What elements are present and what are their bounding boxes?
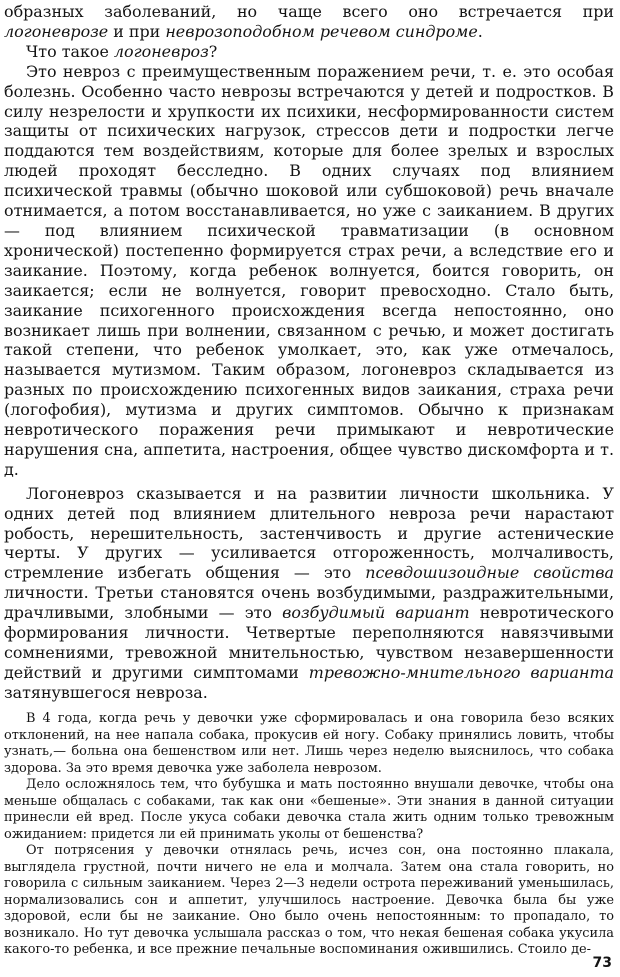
paragraph-question: Что такое логоневроз? bbox=[26, 41, 218, 61]
term-logoneurosis-question: логоневроз bbox=[113, 41, 209, 61]
term-excitable-variant: возбудимый вариант bbox=[282, 603, 470, 623]
case-paragraph-2: Дело осложнялось тем, что бубушка и мать постоянно внушали девочке, чтобы она меньше общалась с собаками, так как они «бешеные». Эти знания в данной ситуации принесли ей вред. После укуса собаки девочка стала жить одним только тревожным ожиданием: придется ли ей принимать уколы от бешенства? bbox=[4, 777, 614, 842]
paragraph-personality: Логоневроз сказывается и на развитии личности школьника. У одних детей под влиянием длительного невроза речи нарастают робость, нерешительность, застенчивость и другие астенические черты. У других — усиливается отгороженность, молчаливость, стремление избегать общения — это псевдошизоидные свойства личности. Третьи становятся очень возбудимыми, раздражительными, драчливыми, злобными — это возбудимый вариант невротического формирования личности. Четвертые переполняются навязчивыми сомнениями, тревожной мнительностью, чувством незавершенности действий и другими симптомами тревожно-мнительного варианта затянувшегося невроза. bbox=[4, 483, 615, 702]
paragraph-1: образных заболеваний, но чаще всего оно встречается при логоневрозе и при неврозоподобном речевом синдроме. bbox=[4, 2, 614, 41]
case-paragraph-3: От потрясения у девочки отнялась речь, исчез сон, она постоянно плакала, выглядела грустной, почти ничего не ела и молчала. Затем она стала говорить, но говорила с сильным заиканием. Через 2—3 недели острота переживаний уменьшилась, нормализовались сон и аппетит, улучшилось настроение. Девочка была бы уже здоровой, если бы не заикание. Оно было очень непостоянным: то пропадало, то возникало. Но тут девочка услышала рассказ о том, что некая бешеная собака укусила какого-то ребенка, и все прежние печальные воспоминания ожившились. Стоило де- bbox=[4, 843, 614, 957]
term-neurosis-like-syndrome: неврозоподобном речевом синдроме bbox=[165, 21, 478, 41]
case-paragraph-1: В 4 года, когда речь у девочки уже сформировалась и она говорила безо всяких отклонений, на нее напала собака, прокусив ей ногу. Собаку принялись ловить, чтобы узнать,— больна она бешенством или нет. Лишь через неделю выяснилось, что собака здорова. За это время девочка уже заболела неврозом. bbox=[4, 711, 614, 776]
case-study bbox=[4, 711, 614, 959]
term-anxious-variant: тревожно-мнительного варианта bbox=[308, 662, 615, 682]
term-pseudoschizoid: псевдошизоидные свойства bbox=[365, 563, 614, 583]
page-number: 73 bbox=[592, 955, 612, 971]
paragraph-definition: Это невроз с преимущественным поражением речи, т. е. это особая болезнь. Особенно часто неврозы встречаются у детей и подростков. В силу незрелости и хрупкости их психики, несформированности систем защиты от психических нагрузок, стрессов дети и подростки легче поддаются тем воздействиям, которые для более зрелых и взрослых людей проходят бесследно. В одних случаях под влиянием психической травмы (обычно шоковой или субшоковой) речь вначале отнимается, а потом восстанавливается, но уже с заиканием. В других — под влиянием психической травматизации (в основном хронической) постепенно формируется страх речи, а вследствие его и заикание. Поэтому, когда ребенок волнуется, боится говорить, он заикается; если не волнуется, говорит превосходно. Стало быть, заикание психогенного происхождения всегда непостоянно, оно возникает лишь при волнении, связанном с речью, и может достигать такой степени, что ребенок умолкает, это, как уже отмечалось, называется мутизмом. Таким образом, логоневроз складывается из разных по происхождению психогенных видов заикания, страха речи (логофобия), мутизма и других симптомов. Обычно к признакам невротического поражения речи примыкают и невротические нарушения сна, аппетита, настроения, общее чувство дискомфорта и т. д. bbox=[4, 61, 614, 479]
term-logoneurosis: логоневрозе bbox=[4, 21, 109, 41]
main-text bbox=[4, 2, 614, 703]
